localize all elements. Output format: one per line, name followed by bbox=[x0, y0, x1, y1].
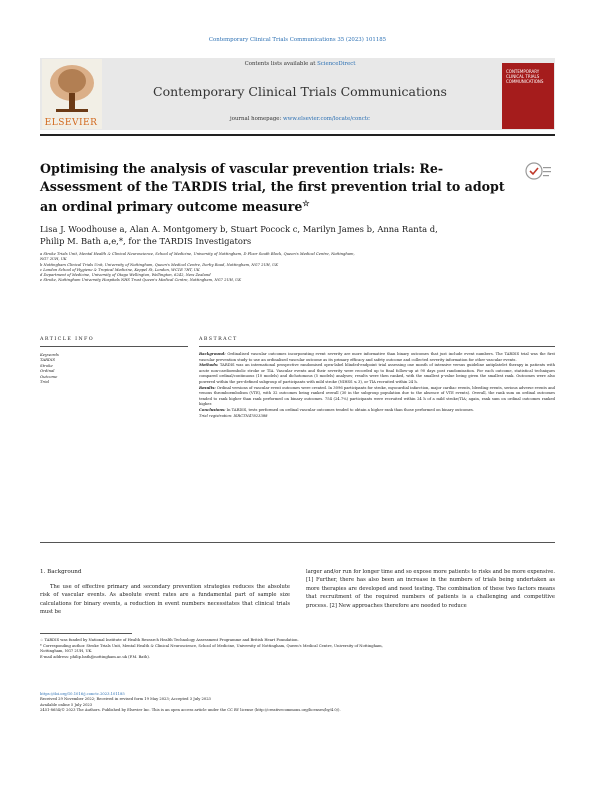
check-for-updates-icon[interactable] bbox=[524, 160, 552, 182]
abstract-heading: ABSTRACT bbox=[199, 337, 238, 342]
footnotes bbox=[40, 638, 555, 660]
trial-registration[interactable]: Trial registration: ISRCTN47823388 bbox=[199, 413, 268, 418]
affiliation-line: d Department of Medicine, University of Otago Wellington, Wellington, 6242, New Zealand bbox=[40, 273, 211, 278]
body-text: The use of effective primary and secondary prevention strategies reduces the absolute risk of vascular events. As absolute event rates are a fundamental part of sample size calculations for binary events, a reduction in event numbers necessitates that clinical trials must be bbox=[40, 584, 290, 616]
authors-line-2[interactable]: Philip M. Bath a,e,*, for the TARDIS Investigators bbox=[40, 235, 252, 246]
abstract-text: In TARDIS, tests performed on ordinal vascular outcomes tended to obtain a higher rank than those performed on binary outcomes. bbox=[225, 407, 474, 412]
footnote-email[interactable]: E-mail address: philip.bath@nottingham.ac.uk (P.M. Bath). bbox=[40, 654, 150, 659]
abstract-paragraph bbox=[199, 386, 555, 408]
journal-cover-thumbnail bbox=[502, 63, 554, 129]
header-rule bbox=[40, 134, 555, 136]
affiliation-line: b Nottingham Clinical Trials Unit, University of Nottingham, Queen's Medical Centre, Derby Road, Nottingham, NG7 2UH, UK bbox=[40, 262, 278, 267]
abstract-label: Results: bbox=[199, 385, 216, 390]
affiliation-line: e Stroke, Nottingham University Hospitals NHS Trust Queen's Medical Centre, Nottingham, NG7 2UH, UK bbox=[40, 278, 242, 283]
keyword: Stroke bbox=[40, 362, 53, 368]
abstract-body bbox=[199, 352, 555, 419]
abstract-label: Methods: bbox=[199, 363, 219, 368]
authors-line-1[interactable]: Lisa J. Woodhouse a, Alan A. Montgomery b, Stuart Pocock c, Marilyn James b, Anna Ranta d, bbox=[40, 224, 438, 234]
doi-link[interactable]: https://doi.org/10.1016/j.conctc.2023.101185 bbox=[40, 692, 125, 696]
abstract-text: Ordinal versions of vascular event outcomes were created. In 3096 participants for stroke, myocardial infarction, major cardiac events, bleeding events, serious adverse events and venous thromboembolism (VTE), with 32 outcomes being ranked overall (30 in the subgroup population due to the absence of VTE events). Overall, the rank sum on ordinal outcomes tended to rank higher than rank performed on binary outcomes. 754 (24.7%) participants were recruited within 24 h of a mild stroke/TIA; again, rank sum on ordinal outcomes ranked higher. bbox=[199, 385, 555, 407]
abstract-text: TARDIS was an international prospective randomised open-label blinded-endpoint trial assessing one month of intensive versus guideline antiplatelet therapy in patients with acute non-cardioembolic stroke or TIA. Vascular events and their severity were recorded up to final follow-up at 90 days post randomisation. For each outcome, statistical techniques compared ordinal/continuous (10 models) and dichotomous (5 models) analyses; results were then ranked, with the smallest p-value being given the smallest rank. Outcomes were also powered within the pre-defined subgroup of participants with mild stroke (NIHSS ≤ 3), or TIA recruited within 24 h. bbox=[199, 363, 555, 384]
keywords-label: Keywords bbox=[40, 352, 59, 357]
cover-title: CONTEMPORARY CLINICAL TRIALS COMMUNICATIONS bbox=[506, 69, 544, 84]
article-title bbox=[40, 160, 510, 216]
available-online: Available online 5 July 2023 bbox=[40, 702, 93, 707]
abstract-paragraph bbox=[199, 414, 555, 420]
section-heading: 1. Background bbox=[40, 569, 82, 575]
publisher-name: ELSEVIER bbox=[44, 118, 98, 128]
license-line[interactable]: 2451-8654/© 2023 The Authors. Published by Elsevier Inc. This is an open access article under the CC BY license (http://creativecommons.org/licenses/by/4.0/). bbox=[40, 708, 341, 713]
abstract-text: Ordinalised vascular outcomes incorporating event severity are more informative than binary outcomes that just include event numbers. The TARDIS trial was the first vascular prevention study to use an ordinalised vascular outcome as its primary efficacy and safety outcome and collected severity information for other vascular events. bbox=[199, 352, 555, 362]
footnote: Nottingham, NG7 2UH, UK. bbox=[40, 649, 93, 653]
homepage-link[interactable]: www.elsevier.com/locate/conctc bbox=[283, 116, 370, 122]
keywords-block bbox=[40, 352, 188, 384]
abstract-rule bbox=[199, 346, 555, 347]
body-column-left bbox=[40, 583, 290, 617]
body-column-right bbox=[306, 568, 555, 610]
keyword: Ordinal bbox=[40, 368, 55, 374]
article-metadata bbox=[40, 692, 555, 714]
affiliation-line: NG7 2UH, UK bbox=[40, 257, 67, 262]
title-footnote-mark[interactable]: ☆ bbox=[302, 198, 310, 208]
footnote-rule bbox=[40, 633, 132, 634]
abstract-paragraph bbox=[199, 352, 555, 363]
affiliations bbox=[40, 252, 555, 284]
journal-reference[interactable]: Contemporary Clinical Trials Communications 35 (2023) 101185 bbox=[208, 37, 387, 43]
keyword: Outcome bbox=[40, 373, 58, 379]
body-text: larger and/or run for longer time and so expose more patients to risks and be more expensive. [1] Further, there has also been an increase in the numbers of trials being undertaken as more therapies are developed and need testing. The combination of these two factors means that recruitment of the required numbers of patients is a challenging and competitive process. [2] New approaches therefore are needed to reduce bbox=[306, 569, 555, 609]
contents-line bbox=[110, 61, 490, 67]
author-list bbox=[40, 224, 540, 247]
abstract-paragraph bbox=[199, 363, 555, 385]
article-info-rule bbox=[40, 346, 188, 347]
received-dates: Received 29 November 2022; Received in revised form 19 May 2023; Accepted 3 July 2023 bbox=[40, 697, 211, 702]
keyword: Trial bbox=[40, 379, 50, 385]
abstract-end-rule bbox=[40, 542, 555, 543]
affiliation-line: a Stroke Trials Unit, Mental Health & Clinical Neuroscience, School of Medicine, University of Nottingham, D Floor South Block, Queen's Medical Centre, Nottingham, bbox=[40, 252, 355, 256]
abstract-label: Conclusions: bbox=[199, 407, 226, 412]
footnote: * Corresponding author. Stroke Trials Unit, Mental Health & Clinical Neuroscience, School of Medicine, University of Nottingham, Queen's Medical Centre, University of Nottingham, bbox=[40, 643, 383, 648]
article-info-heading: ARTICLE INFO bbox=[40, 337, 95, 342]
journal-name: Contemporary Clinical Trials Communications bbox=[153, 84, 447, 99]
article-title-text: Optimising the analysis of vascular prevention trials: Re-Assessment of the TARDIS trial, the first prevention trial to adopt an ordinal primary outcome measure bbox=[40, 161, 505, 215]
keyword: TARDIS bbox=[40, 357, 56, 363]
abstract-label: Background: bbox=[199, 352, 226, 356]
contents-prefix: Contents lists available at bbox=[244, 61, 318, 67]
homepage-prefix: journal homepage: bbox=[230, 116, 283, 122]
homepage-line bbox=[110, 116, 490, 122]
affiliation-line: c London School of Hygiene & Tropical Medicine, Keppel St, London, WC1E 7HT, UK bbox=[40, 267, 200, 272]
footnote: ☆ TARDIS was funded by National Institute of Health Research Health Technology Assessment Programme and British Heart Foundation. bbox=[40, 638, 299, 642]
sciencedirect-link[interactable]: ScienceDirect bbox=[317, 61, 356, 67]
